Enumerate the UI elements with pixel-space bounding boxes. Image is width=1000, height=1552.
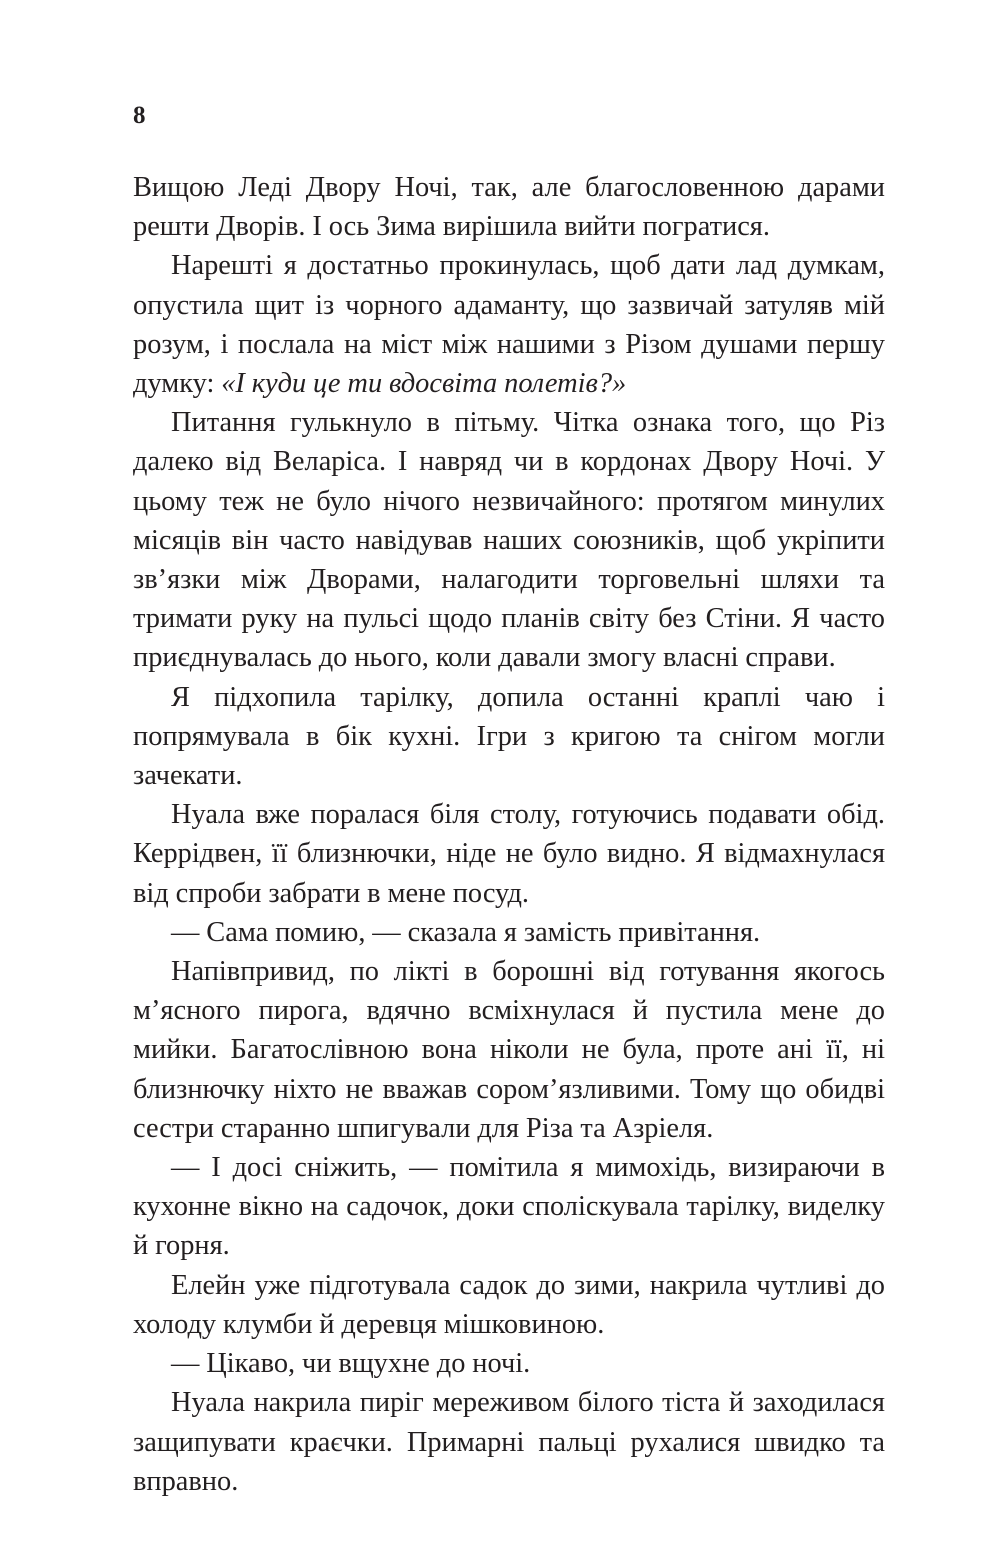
paragraph	[133, 168, 885, 246]
text-run: Нуала вже поралася біля столу, готуючись подавати обід. Керрідвен, її близнючки, ніде не було видно. Я відмахнулася від спроби забрати в мене посуд.	[133, 799, 885, 909]
paragraph	[133, 1344, 885, 1383]
paragraph	[133, 403, 885, 677]
page-number: 8	[133, 102, 146, 129]
paragraph	[133, 1266, 885, 1344]
text-run: Вищою Леді Двору Ночі, так, але благословенною дарами решти Дворів. І ось Зима вирішила вийти погратися.	[133, 172, 885, 243]
paragraph	[133, 795, 885, 913]
text-run: — Сама помию, — сказала я замість привітання.	[171, 916, 761, 948]
paragraph	[133, 1148, 885, 1266]
italic-run: «І куди це ти вдосвіта полетів?»	[221, 368, 627, 400]
paragraph	[133, 246, 885, 403]
paragraph	[133, 678, 885, 796]
text-run: Елейн уже підготувала садок до зими, накрила чутливі до холоду клумби й деревця мішковиною.	[133, 1269, 885, 1340]
text-run: — І досі сніжить, — помітила я мимохідь, визираючи в кухонне вікно на садочок, доки споліскувала тарілку, виделку й горня.	[133, 1152, 885, 1262]
text-run: Напівпривид, по лікті в борошні від готування якогось м’ясного пирога, вдячно всміхнулася й пустила мене до мийки. Багатослівною вона ніколи не була, проте ані її, ні близнючку ніхто не вважав сором’язливими. Тому що обидві сестри старанно шпигували для Різа та Азріеля.	[133, 956, 885, 1144]
paragraph	[133, 952, 885, 1148]
text-run: Я підхопила тарілку, допила останні краплі чаю і попрямувала в бік кухні. Ігри з кригою та снігом могли зачекати.	[133, 681, 885, 792]
text-run: Питання гулькнуло в пітьму. Чітка ознака того, що Різ далеко від Веларіса. І навряд чи в кордонах Двору Ночі. У цьому теж не було нічого незвичайного: протягом минулих місяців він часто навідував наших союзників, щоб укріпити зв’язки між Дворами, налагодити торговельні шляхи та тримати руку на пульсі щодо планів світу без Стіни. Я часто приєднувалась до нього, коли давали змогу власні справи.	[133, 407, 885, 674]
paragraph	[133, 1383, 885, 1501]
text-run: — Цікаво, чи вщухне до ночі.	[171, 1348, 531, 1380]
text-run: Нарешті я достатньо прокинулась, щоб дати лад думкам, опустила щит із чорного адаманту, що зазвичай затуляв мій розум, і послала на міст між нашими з Різом душами першу думку:	[133, 250, 885, 400]
text-run: Нуала накрила пиріг мереживом білого тіста й заходилася защипувати краєчки. Примарні пальці рухалися швидко та вправно.	[133, 1387, 885, 1497]
paragraph	[133, 913, 885, 952]
body-text-block	[133, 168, 885, 1501]
